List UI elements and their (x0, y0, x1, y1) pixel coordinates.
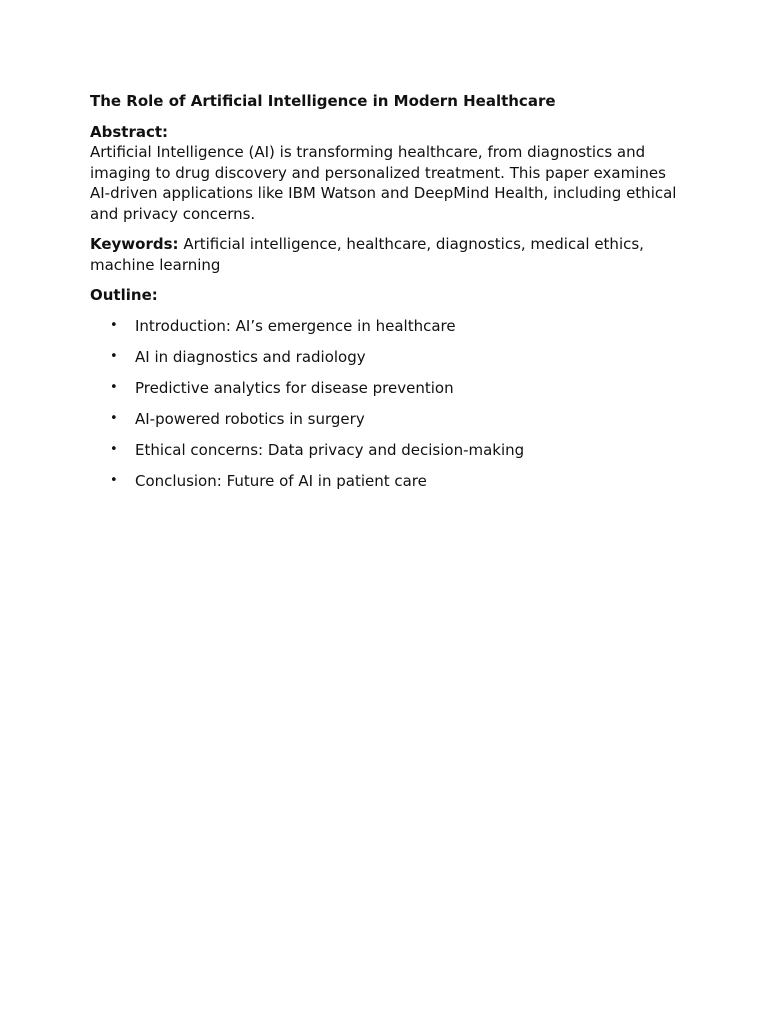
keywords-label: Keywords: (90, 235, 179, 253)
outline-item-text: AI-powered robotics in surgery (135, 410, 365, 428)
outline-item-text: Predictive analytics for disease prevention (135, 379, 454, 397)
outline-item (90, 471, 680, 502)
document-page (90, 90, 680, 502)
bullet-icon: • (110, 349, 118, 364)
outline-item (90, 316, 680, 347)
bullet-icon: • (110, 318, 118, 333)
outline-item-text: Introduction: AI’s emergence in healthcare (135, 317, 456, 335)
outline-item-text: AI in diagnostics and radiology (135, 348, 366, 366)
abstract-heading: Abstract: (90, 123, 169, 141)
outline-item (90, 440, 680, 471)
document-title: The Role of Artificial Intelligence in Modern Healthcare (90, 92, 556, 110)
abstract-section (90, 122, 680, 224)
bullet-icon: • (110, 473, 118, 488)
abstract-body: Artificial Intelligence (AI) is transforming healthcare, from diagnostics and imaging to drug discovery and personalized treatment. This paper examines AI-driven applications like IBM Watson and DeepMind Health, including ethical and privacy concerns. (90, 143, 677, 223)
outline-item (90, 409, 680, 440)
outline-heading: Outline: (90, 286, 158, 304)
outline-list (90, 316, 680, 502)
outline-item-text: Conclusion: Future of AI in patient care (135, 472, 427, 490)
keywords-section (90, 234, 680, 275)
outline-section (90, 285, 680, 502)
outline-item (90, 378, 680, 409)
outline-item (90, 347, 680, 378)
bullet-icon: • (110, 442, 118, 457)
bullet-icon: • (110, 411, 118, 426)
bullet-icon: • (110, 380, 118, 395)
outline-item-text: Ethical concerns: Data privacy and decision-making (135, 441, 525, 459)
keywords-text: Artificial intelligence, healthcare, diagnostics, medical ethics, machine learning (90, 235, 644, 274)
